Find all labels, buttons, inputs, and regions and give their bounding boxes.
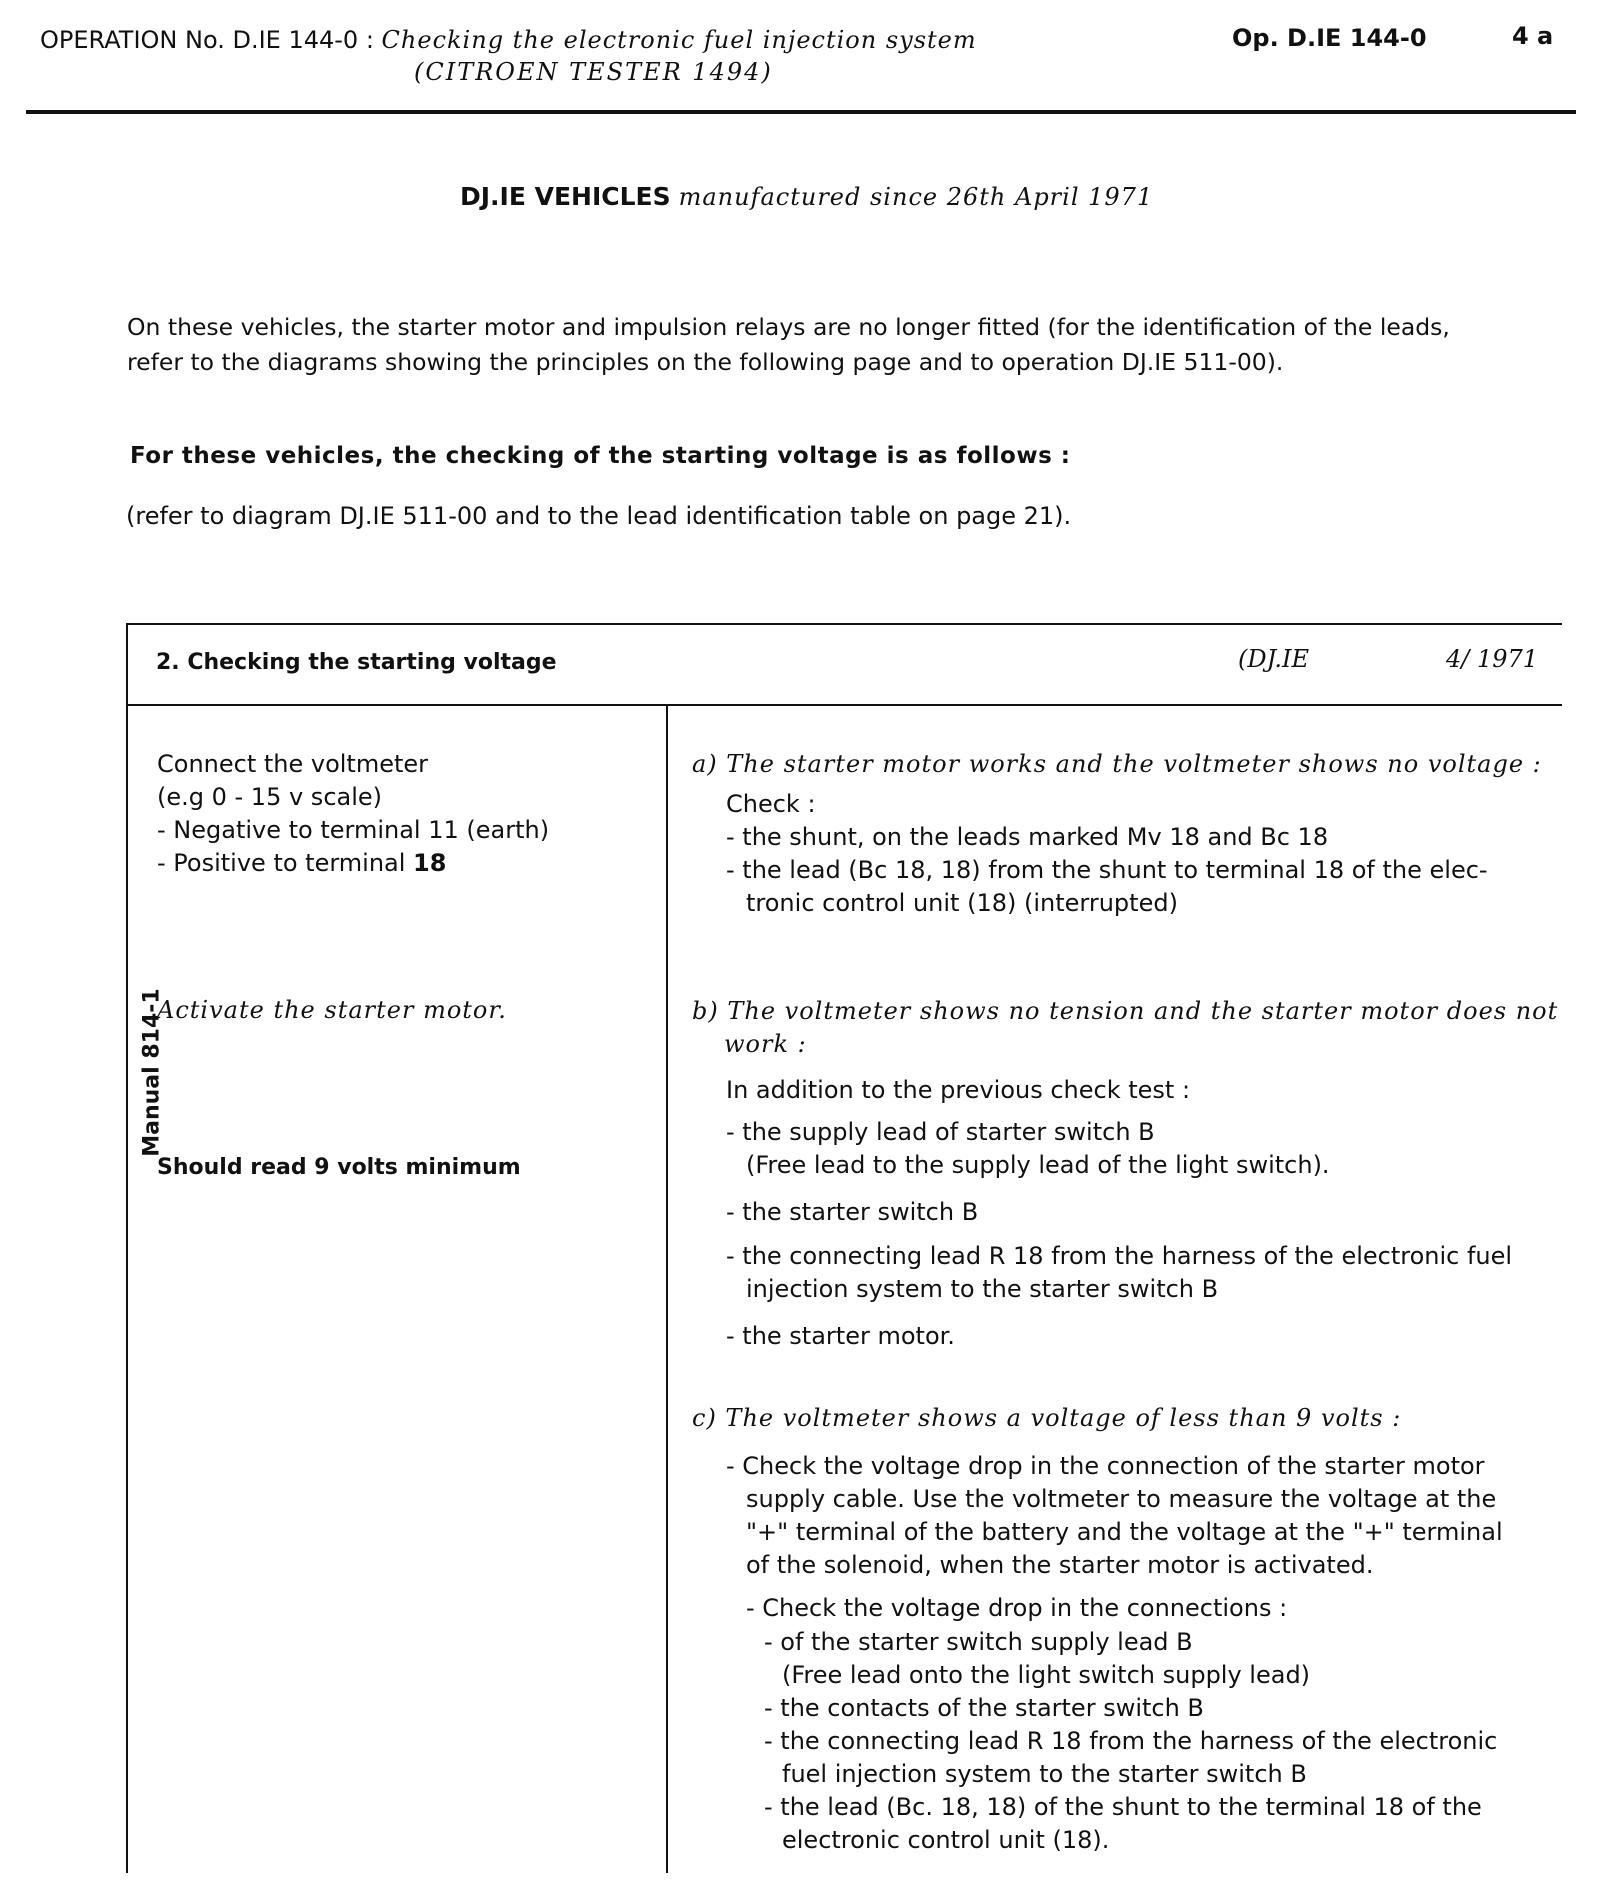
case-c-line: supply cable. Use the voltmeter to measure the voltage at the	[746, 1485, 1497, 1513]
side-manual-label: Manual 814-1	[139, 988, 165, 1157]
case-b-heading	[692, 995, 1558, 1061]
refer-note: (refer to diagram DJ.IE 511-00 and to the lead identification table on page 21).	[126, 502, 1072, 530]
table-header-border	[126, 704, 1562, 706]
case-b-heading-line: b) The voltmeter shows no tension and the starter motor does not	[692, 997, 1559, 1025]
case-b-list-2: - the starter switch B	[726, 1198, 979, 1226]
for-these-heading: For these vehicles, the checking of the starting voltage is as follows :	[130, 443, 1071, 469]
connect-instructions	[157, 748, 549, 880]
sub-item-cont: electronic control unit (18).	[782, 1826, 1110, 1854]
sub-item: - the connecting lead R 18 from the harness of the electronic	[764, 1727, 1498, 1755]
sub-item-cont: fuel injection system to the starter switch B	[782, 1760, 1307, 1788]
positive-line	[157, 847, 549, 880]
sub-item: - the contacts of the starter switch B	[764, 1694, 1204, 1722]
operation-description: Checking the electronic fuel injection system	[381, 26, 977, 54]
list-item-cont: tronic control unit (18) (interrupted)	[746, 889, 1178, 917]
operation-ref: Op. D.IE 144-0	[1232, 24, 1427, 52]
activate-instruction: Activate the starter motor.	[157, 996, 507, 1024]
case-b-list-3	[726, 1240, 1512, 1306]
operation-prefix: OPERATION No. D.IE 144-0 :	[40, 26, 374, 54]
negative-line: - Negative to terminal 11 (earth)	[157, 816, 550, 844]
list-item: - the lead (Bc 18, 18) from the shunt to terminal 18 of the elec-	[726, 856, 1488, 884]
case-b-list-4: - the starter motor.	[726, 1322, 955, 1350]
positive-terminal: 18	[413, 849, 447, 877]
vehicles-heading	[460, 182, 1153, 211]
operation-title	[40, 26, 977, 54]
intro-paragraph	[127, 310, 1557, 380]
section-title: 2. Checking the starting voltage	[156, 650, 557, 675]
table-column-divider	[666, 704, 668, 1873]
intro-line: refer to the diagrams showing the principles on the following page and to operation DJ.IE 511-00).	[127, 348, 1284, 376]
list-item: - the shunt, on the leads marked Mv 18 and Bc 18	[726, 823, 1329, 851]
list-item: - the supply lead of starter switch B	[726, 1118, 1155, 1146]
table-top-border	[126, 623, 1562, 625]
connect-line: Connect the voltmeter	[157, 750, 429, 778]
case-c-paragraph-2	[746, 1592, 1287, 1625]
section-ref: (DJ.IE	[1238, 645, 1309, 673]
case-c-line: "+" terminal of the battery and the voltage at the "+" terminal	[746, 1518, 1503, 1546]
sub-item-cont: (Free lead onto the light switch supply lead)	[782, 1661, 1311, 1689]
check-label: Check :	[726, 790, 816, 818]
case-a-heading: a) The starter motor works and the voltmeter shows no voltage :	[692, 750, 1542, 778]
operation-subtitle: (CITROEN TESTER 1494)	[414, 58, 773, 86]
case-c-line: of the solenoid, when the starter motor is activated.	[746, 1551, 1374, 1579]
case-c-line: - Check the voltage drop in the connections :	[746, 1594, 1288, 1622]
table-left-border	[126, 623, 128, 1873]
positive-prefix: - Positive to terminal	[157, 849, 414, 877]
intro-line: On these vehicles, the starter motor and impulsion relays are no longer fitted (for the identification of the leads,	[127, 313, 1450, 341]
sub-item: - the lead (Bc. 18, 18) of the shunt to the terminal 18 of the	[764, 1793, 1482, 1821]
list-item: - the connecting lead R 18 from the harness of the electronic fuel	[726, 1242, 1513, 1270]
header-rule	[26, 110, 1576, 114]
list-item-cont: (Free lead to the supply lead of the light switch).	[746, 1151, 1330, 1179]
case-c-paragraph-1	[726, 1450, 1503, 1582]
scale-line: (e.g 0 - 15 v scale)	[157, 783, 383, 811]
vehicles-note: manufactured since 26th April 1971	[678, 183, 1154, 211]
case-b-intro: In addition to the previous check test :	[726, 1076, 1191, 1104]
case-c-heading: c) The voltmeter shows a voltage of less than 9 volts :	[692, 1404, 1402, 1432]
case-b-list-1	[726, 1116, 1330, 1182]
case-c-sublist	[764, 1626, 1497, 1857]
case-a-list	[726, 788, 1488, 920]
list-item-cont: injection system to the starter switch B	[746, 1275, 1219, 1303]
should-read-note: Should read 9 volts minimum	[157, 1155, 521, 1180]
vehicles-label: DJ.IE VEHICLES	[460, 182, 671, 211]
page-number: 4 a	[1512, 22, 1554, 50]
case-c-line: - Check the voltage drop in the connection of the starter motor	[726, 1452, 1485, 1480]
case-b-heading-line: work :	[724, 1030, 807, 1058]
section-date: 4/ 1971	[1446, 645, 1539, 673]
sub-item: - of the starter switch supply lead B	[764, 1628, 1193, 1656]
